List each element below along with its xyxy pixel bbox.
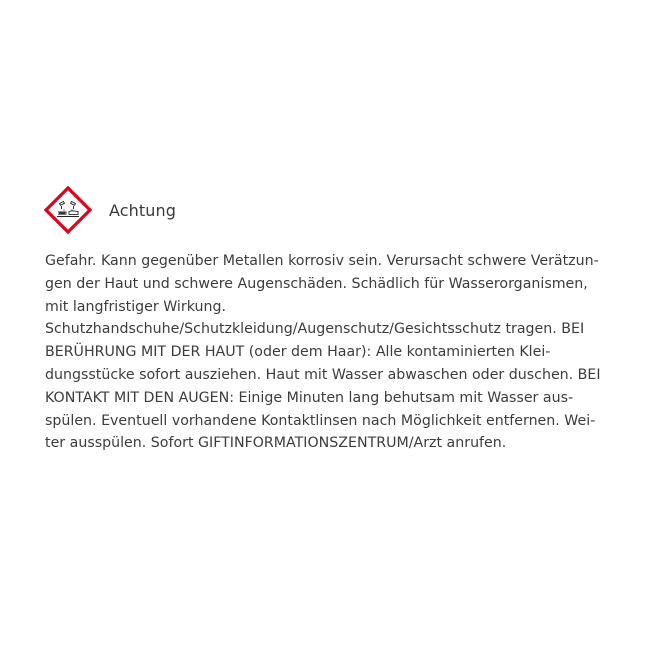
hazard-statement-text — [45, 250, 610, 455]
text-line: Gefahr. Kann gegenüber Metallen korrosiv sein. Verursacht schwere Verätzun- — [45, 253, 599, 269]
text-line: Schutzhandschuhe/Schutzkleidung/Augenschutz/Gesichtsschutz tragen. BEI — [45, 321, 585, 338]
ghs05-corrosion-icon — [44, 186, 92, 234]
text-line: spülen. Eventuell vorhandene Kontaktlinsen nach Möglichkeit entfernen. Wei- — [45, 412, 596, 429]
signal-word: Achtung — [109, 200, 177, 220]
hazard-header — [44, 186, 176, 234]
text-line: ter ausspülen. Sofort GIFTINFORMATIONSZENTRUM/Arzt anrufen. — [45, 435, 507, 452]
text-line: dungsstücke sofort ausziehen. Haut mit Wasser abwaschen oder duschen. BEI — [45, 366, 601, 383]
text-line: KONTAKT MIT DEN AUGEN: Einige Minuten lang behutsam mit Wasser aus- — [45, 389, 574, 406]
text-line: gen der Haut und schwere Augenschäden. Schädlich für Wasserorganismen, — [45, 275, 588, 292]
text-line: mit langfristiger Wirkung. — [45, 298, 226, 315]
text-line: BERÜHRUNG MIT DER HAUT (oder dem Haar): Alle kontaminierten Klei- — [45, 344, 551, 361]
